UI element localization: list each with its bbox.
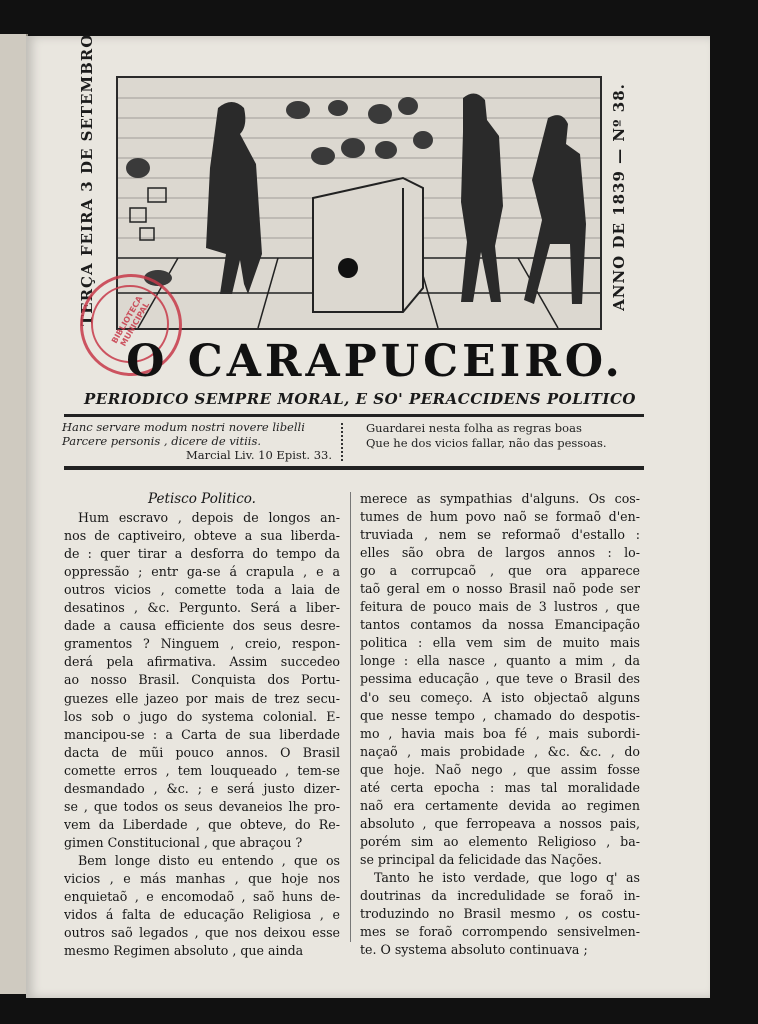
article-line: vidos á falta de educação Religiosa , e bbox=[64, 907, 340, 923]
library-stamp: BIBLIOTECA MUNICIPAL bbox=[80, 274, 182, 376]
article-line: merece as sympathias d'alguns. Os cos- bbox=[360, 491, 640, 506]
article-title: Petisco Politico. bbox=[148, 491, 256, 507]
article-line: doutrinas da incredulidade se foraõ in- bbox=[360, 888, 640, 904]
article-line: naõ era certamente devida ao regimen bbox=[360, 797, 640, 813]
article-line: feitura de pouco mais de 3 lustros , que bbox=[360, 599, 640, 615]
masthead-title: O CARAPUCEIRO. bbox=[126, 336, 624, 387]
column-divider bbox=[350, 492, 351, 942]
article-line: de : quer tirar a desforra do tempo da bbox=[64, 546, 340, 562]
article-line: los sob o jugo do systema colonial. E- bbox=[64, 708, 340, 724]
article-line: elles são obra de largos annos : lo- bbox=[360, 545, 640, 561]
article-line: te. O systema absoluto continuava ; bbox=[360, 942, 588, 958]
article-line: desmandado , &c. ; e será justo dizer- bbox=[64, 780, 340, 796]
article-line: dade a causa efficiente dos seus desre- bbox=[64, 618, 340, 634]
article-line: guezes elle jazeo por mais de trez secu- bbox=[64, 690, 340, 706]
article-line: taõ geral em o nosso Brasil naõ pode ser bbox=[360, 581, 640, 597]
article-line: mo , havia mais boa fé , mais subordi- bbox=[360, 725, 640, 741]
article-line: se principal da felicidade das Nações. bbox=[360, 851, 602, 867]
article-line: Bem longe disto eu entendo , que os bbox=[78, 852, 340, 868]
article-line: comette erros , tem louqueado , tem-se bbox=[64, 762, 340, 778]
article-line: oppressão ; entr ga-se á crapula , e a bbox=[64, 564, 340, 580]
woodcut-illustration bbox=[116, 76, 602, 330]
article-line: desatinos , &c. Pergunto. Será a liber- bbox=[64, 600, 340, 616]
article-line: go a corrupcaõ , que ora apparece bbox=[360, 563, 640, 579]
article-line: mes se foraõ corrompendo sensivelmen- bbox=[360, 924, 640, 940]
article-column-1 bbox=[64, 490, 340, 960]
article-line: outros vicios , comette toda a laia de bbox=[64, 582, 340, 598]
article-line: Hum escravo , depois de longos an- bbox=[78, 510, 340, 526]
article-line: vicios , e más manhas , que hoje nos bbox=[64, 870, 340, 886]
masthead-subtitle: PERIODICO SEMPRE MORAL, E SO' PERACCIDENS POLITICO bbox=[84, 390, 636, 408]
article-line: enquietaõ , e encomodaõ , saõ huns de- bbox=[64, 889, 340, 905]
article-line: politica : ella vem sim de muito mais bbox=[360, 635, 640, 651]
article-line: que hoje. Naõ nego , que assim fosse bbox=[360, 761, 640, 777]
previous-page-edge bbox=[0, 34, 28, 994]
article-line: d'o seu começo. A isto objectaõ alguns bbox=[360, 689, 640, 705]
latin-motto: Hanc servare modum nostri novere libelli Parcere personis , dicere de vitiis. Marcial Liv. 10 Epist. 33. bbox=[62, 420, 332, 462]
article-line: até certa epocha : mas tal moralidade bbox=[360, 779, 640, 795]
article-line: tantos contamos da nossa Emancipação bbox=[360, 617, 640, 633]
article-line: troduzindo no Brasil mesmo , os costu- bbox=[360, 906, 640, 922]
article-line: naçaõ , mais probidade , &c. &c. , do bbox=[360, 743, 640, 759]
article-line: truviada , nem se reformaõ d'estallo : bbox=[360, 527, 640, 543]
header-rule-top bbox=[64, 414, 644, 417]
article-line: mancipou-se : a Carta de sua liberdade bbox=[64, 726, 340, 742]
article-line: tumes de hum povo naõ se formaõ d'en- bbox=[360, 509, 640, 525]
article-line: nos de captiveiro, obteve a sua liberda- bbox=[64, 528, 340, 544]
issue-side-label: ANNO DE 1839 — Nº 38. bbox=[610, 83, 628, 311]
article-line: derá pela afirmativa. Assim succedeo bbox=[64, 654, 340, 670]
article-line: que nesse tempo , chamado do despotis- bbox=[360, 707, 640, 723]
article-line: porém sim ao elemento Religioso , ba- bbox=[360, 833, 640, 849]
date-side-label: TERÇA FEIRA 3 DE SETEMBRO bbox=[78, 33, 96, 326]
woodcut-scene bbox=[118, 78, 600, 328]
article-line: gimen Constitucional , que abraçou ? bbox=[64, 834, 303, 850]
article-line: longe : ella nasce , quanto a mim , da bbox=[360, 653, 640, 669]
article-line: mesmo Regimen absoluto , que ainda bbox=[64, 943, 304, 959]
article-line: outros saõ legados , que nos deixou esse bbox=[64, 925, 340, 941]
article-line: se , que todos os seus devaneios lhe pro- bbox=[64, 798, 340, 814]
article-line: vem da Liberdade , que obteve, do Re- bbox=[64, 816, 340, 832]
article-line: ao nosso Brasil. Conquista dos Portu- bbox=[64, 672, 340, 688]
article-line: absoluto , que ferropeava a nossos pais, bbox=[360, 815, 640, 831]
article-line: dacta de mũi pouco annos. O Brasil bbox=[64, 744, 340, 760]
article-line: pessima educação , que teve o Brasil des bbox=[360, 671, 640, 687]
article-line: gramentos ? Ninguem , creio, respon- bbox=[64, 636, 340, 652]
portuguese-motto: Guardarei nesta folha as regras boas Que he dos vicios fallar, não das pessoas. bbox=[366, 421, 607, 450]
article-line: Tanto he isto verdade, que logo q' as bbox=[374, 869, 640, 885]
article-column-2 bbox=[360, 490, 640, 959]
motto-divider bbox=[341, 423, 349, 461]
header-rule-bottom bbox=[64, 466, 644, 470]
